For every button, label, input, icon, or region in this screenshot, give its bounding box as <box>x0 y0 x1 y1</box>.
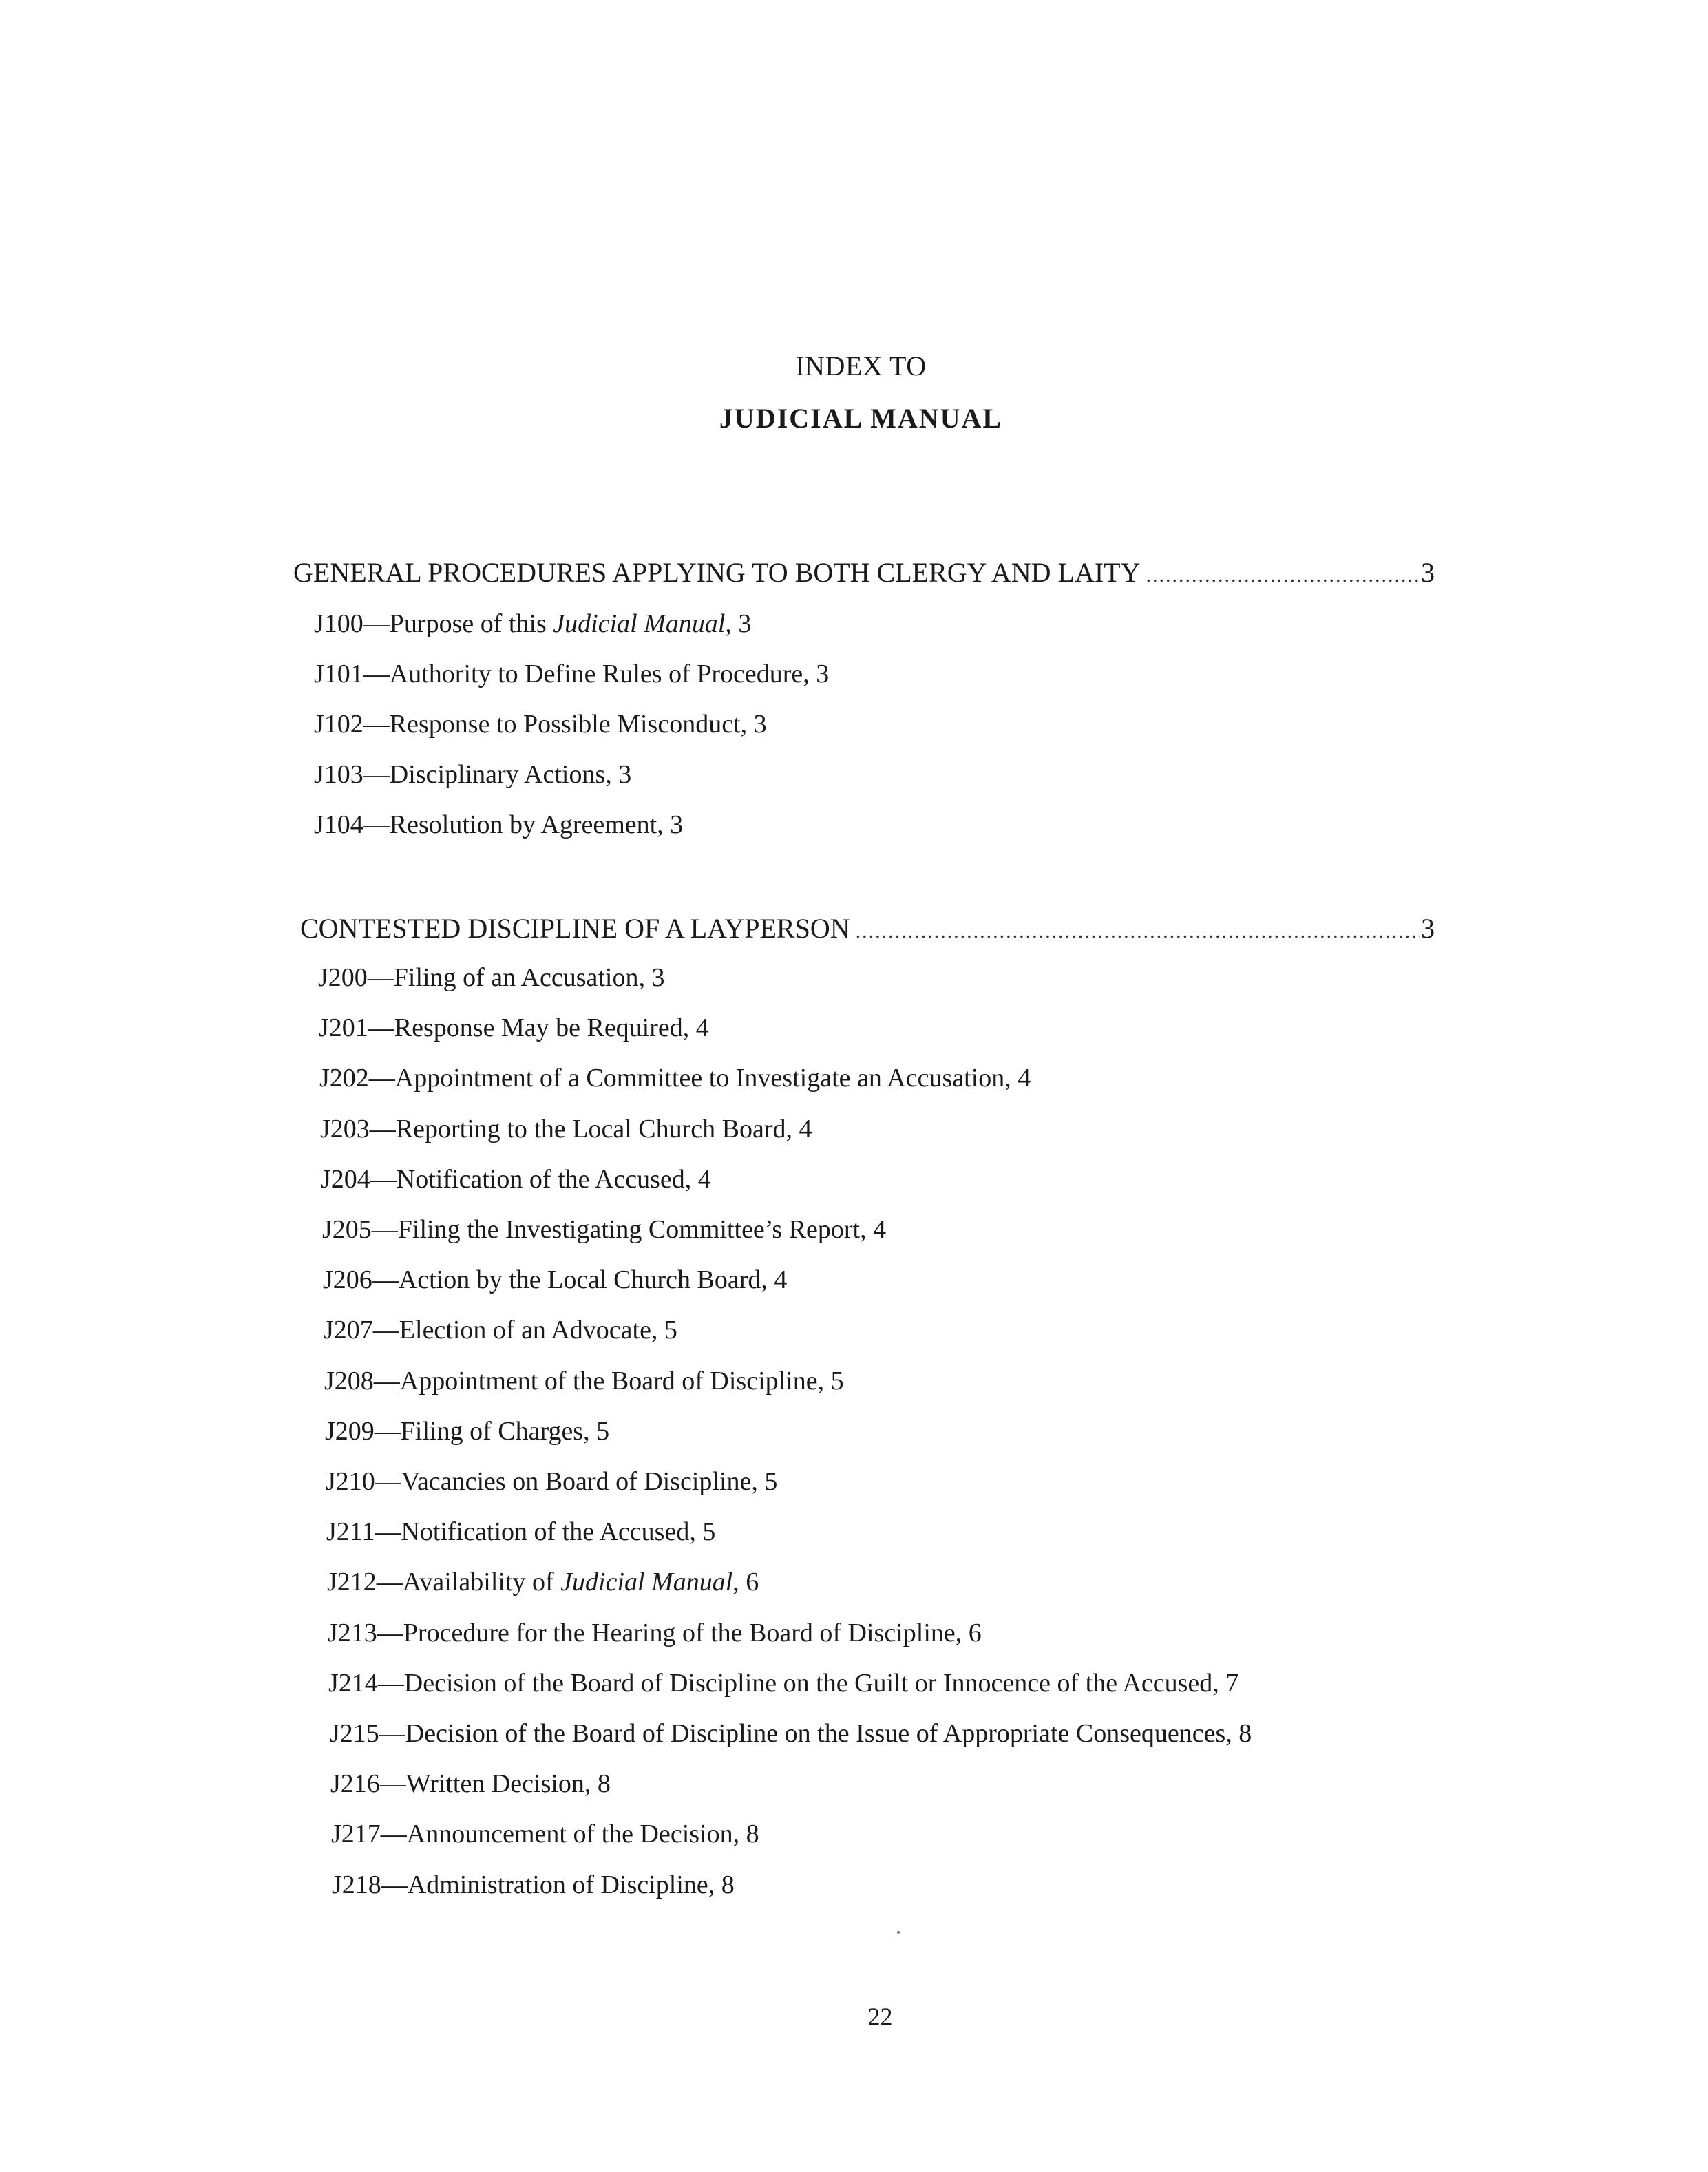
entry-title: Reporting to the Local Church Board, 4 <box>395 1115 812 1143</box>
entry-title: Appointment of a Committee to Investigate an Accusation, 4 <box>394 1064 1031 1093</box>
entry-title: Written Decision, 8 <box>405 1769 611 1798</box>
entry-code: J206 <box>323 1265 372 1294</box>
page-number: 22 <box>867 2003 893 2030</box>
entry-code: J209 <box>325 1417 375 1446</box>
entry-title: Procedure for the Hearing of the Board of Discipline, 6 <box>403 1619 982 1647</box>
entry-dash: — <box>363 760 390 789</box>
entry-title: Decision of the Board of Discipline on the Issue of Appropriate Consequences, 8 <box>405 1719 1252 1748</box>
entry-title: Response to Possible Misconduct, 3 <box>389 710 767 739</box>
index-entry-j217 <box>331 1819 759 1849</box>
dot-leader <box>856 920 1420 943</box>
entry-code: J203 <box>320 1115 370 1143</box>
entry-code: J210 <box>326 1467 375 1496</box>
entry-dash: — <box>369 1115 396 1143</box>
entry-dash: — <box>376 1568 403 1596</box>
entry-dash: — <box>367 963 394 992</box>
entry-code: J202 <box>319 1064 369 1093</box>
entry-title: Announcement of the Decision, 8 <box>406 1820 759 1848</box>
index-entry-j218 <box>332 1870 735 1900</box>
entry-dash: — <box>363 660 390 688</box>
entry-page-ref: , 6 <box>732 1568 759 1596</box>
index-entry-j211 <box>326 1517 715 1547</box>
section-title: CONTESTED DISCIPLINE OF A LAYPERSON <box>300 913 850 944</box>
entry-code: J214 <box>328 1669 378 1698</box>
index-entry-j104 <box>314 810 683 840</box>
entry-title: Administration of Discipline, 8 <box>407 1870 735 1899</box>
entry-dash: — <box>377 1619 403 1647</box>
entry-code: J216 <box>330 1769 380 1798</box>
entry-dash: — <box>381 1870 408 1899</box>
index-entry-j100 <box>314 609 751 639</box>
entry-code: J103 <box>314 760 363 789</box>
entry-dash: — <box>374 1417 401 1446</box>
index-entry-j215 <box>330 1718 1252 1749</box>
entry-code: J211 <box>326 1517 375 1546</box>
entry-code: J201 <box>319 1013 368 1042</box>
entry-dash: — <box>363 810 390 839</box>
entry-title: Resolution by Agreement, 3 <box>389 810 684 839</box>
entry-title: Filing of an Accusation, 3 <box>393 963 665 992</box>
section-heading-general <box>293 556 1435 589</box>
section-heading-layperson <box>300 912 1435 945</box>
index-entry-j203 <box>320 1114 812 1144</box>
index-entry-j213 <box>328 1618 982 1648</box>
index-entry-j214 <box>328 1668 1238 1698</box>
index-entry-j205 <box>322 1214 886 1245</box>
entry-title: Action by the Local Church Board, 4 <box>398 1265 788 1294</box>
entry-dash: — <box>379 1719 405 1748</box>
entry-title: Filing the Investigating Committee’s Report, 4 <box>397 1215 887 1244</box>
entry-title: Authority to Define Rules of Procedure, 3 <box>389 660 830 688</box>
entry-code: J101 <box>314 660 363 688</box>
index-entry-j208 <box>324 1366 844 1396</box>
entry-dash: — <box>372 1316 399 1345</box>
entry-title: Notification of the Accused, 4 <box>396 1165 711 1194</box>
entry-dash: — <box>377 1669 404 1698</box>
entry-dash: — <box>363 609 390 638</box>
index-entry-j103 <box>314 759 631 790</box>
entry-dash: — <box>370 1165 397 1194</box>
entry-title: Notification of the Accused, 5 <box>401 1517 716 1546</box>
entry-dash: — <box>373 1367 400 1395</box>
entry-title: Disciplinary Actions, 3 <box>389 760 632 789</box>
entry-code: J207 <box>324 1316 373 1345</box>
entry-dash: — <box>379 1769 406 1798</box>
entry-code: J217 <box>331 1820 381 1848</box>
entry-title: Appointment of the Board of Discipline, 5 <box>399 1367 844 1395</box>
dot-leader <box>1146 564 1420 587</box>
index-entry-j102 <box>314 709 767 739</box>
entry-dash: — <box>375 1517 401 1546</box>
entry-dash: — <box>372 1265 399 1294</box>
index-entry-j207 <box>324 1315 677 1345</box>
entry-title-italic: Judicial Manual <box>553 609 726 638</box>
section-page-number: 3 <box>1421 913 1435 944</box>
index-entry-j201 <box>319 1013 709 1043</box>
entry-dash: — <box>380 1820 407 1848</box>
entry-title: Filing of Charges, 5 <box>400 1417 610 1446</box>
entry-code: J205 <box>322 1215 372 1244</box>
entry-code: J200 <box>318 963 368 992</box>
entry-code: J104 <box>314 810 363 839</box>
entry-code: J218 <box>332 1870 381 1899</box>
entry-code: J215 <box>330 1719 379 1748</box>
index-entry-j209 <box>325 1416 609 1446</box>
entry-dash: — <box>368 1064 395 1093</box>
index-entry-j206 <box>323 1265 787 1295</box>
entry-code: J212 <box>327 1568 377 1596</box>
entry-title: Response May be Required, 4 <box>394 1013 709 1042</box>
index-entry-j216 <box>330 1769 611 1799</box>
index-entry-j101 <box>314 659 829 689</box>
index-entry-j202 <box>319 1063 1031 1093</box>
entry-dash: — <box>371 1215 398 1244</box>
entry-code: J208 <box>324 1367 374 1395</box>
index-entry-j204 <box>321 1164 711 1194</box>
entry-title: Decision of the Board of Discipline on the Guilt or Innocence of the Accused, 7 <box>403 1669 1239 1698</box>
entry-title: Availability of <box>402 1568 561 1596</box>
entry-dash: — <box>368 1013 394 1042</box>
index-entry-j210 <box>326 1466 777 1497</box>
entry-dash: — <box>375 1467 401 1496</box>
manual-title: JUDICIAL MANUAL <box>719 403 1003 434</box>
entry-page-ref: , 3 <box>725 609 752 638</box>
entry-code: J204 <box>321 1165 370 1194</box>
section-title: GENERAL PROCEDURES APPLYING TO BOTH CLERGY AND LAITY <box>293 557 1141 588</box>
entry-code: J213 <box>328 1619 377 1647</box>
entry-title: Election of an Advocate, 5 <box>399 1316 677 1345</box>
entry-dash: — <box>363 710 390 739</box>
entry-title: Vacancies on Board of Discipline, 5 <box>401 1467 778 1496</box>
entry-code: J100 <box>314 609 363 638</box>
index-entry-j212 <box>327 1567 759 1597</box>
index-entry-j200 <box>318 962 664 993</box>
entry-title: Purpose of this <box>389 609 553 638</box>
entry-code: J102 <box>314 710 363 739</box>
scan-speck <box>897 1931 900 1934</box>
section-page-number: 3 <box>1421 557 1435 588</box>
entry-title-italic: Judicial Manual <box>560 1568 733 1596</box>
index-heading: INDEX TO <box>795 350 927 381</box>
